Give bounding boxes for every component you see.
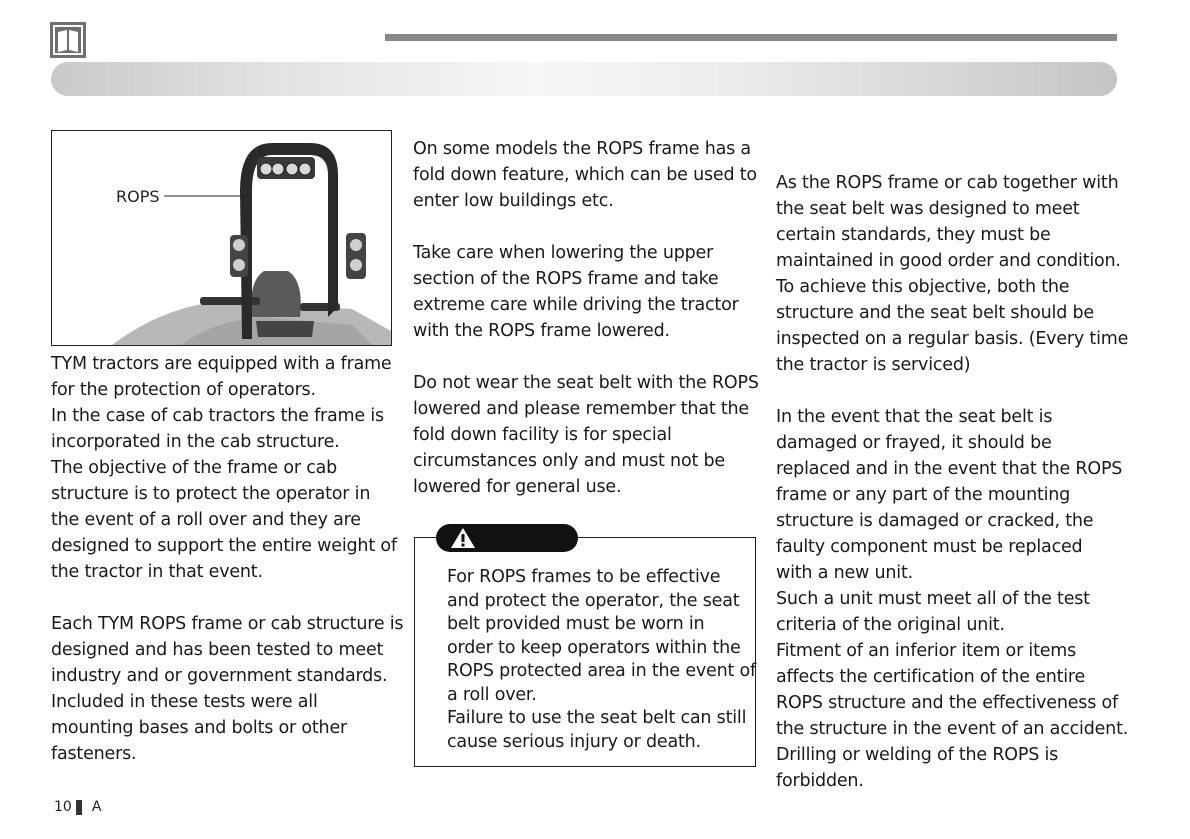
text-line: To achieve this objective, both the (776, 277, 1070, 297)
text-line: the event of a roll over and they are (51, 510, 361, 530)
column-3 (776, 170, 1129, 794)
page-footer (54, 799, 101, 815)
paragraph (776, 404, 1129, 794)
text-line: ROPS protected area in the event of (447, 661, 756, 681)
text-line: circumstances only and must not be (413, 451, 725, 471)
text-line: industry and or government standards. (51, 666, 388, 686)
rops-label: ROPS (116, 187, 160, 206)
text-line: replaced and in the event that the ROPS (776, 459, 1123, 479)
text-line: incorporated in the cab structure. (51, 432, 340, 452)
paragraph (776, 170, 1129, 378)
text-line: the tractor is serviced) (776, 355, 971, 375)
text-line: In the event that the seat belt is (776, 407, 1053, 427)
text-line: Do not wear the seat belt with the ROPS (413, 373, 759, 393)
tractor-rops-photo (52, 131, 391, 345)
text-line: with the ROPS frame lowered. (413, 321, 670, 341)
paragraph (51, 611, 404, 767)
text-line: forbidden. (776, 771, 864, 791)
text-line: In the case of cab tractors the frame is (51, 406, 384, 426)
text-line: The objective of the frame or cab (51, 458, 338, 478)
text-line: As the ROPS frame or cab together with (776, 173, 1119, 193)
text-line: belt provided must be worn in (447, 614, 705, 634)
text-line: frame or any part of the mounting (776, 485, 1071, 505)
warning-header (436, 524, 578, 552)
text-line: and protect the operator, the seat (447, 590, 740, 611)
text-line: criteria of the original unit. (776, 615, 1005, 635)
text-line: faulty component must be replaced (776, 537, 1083, 557)
text-line: enter low buildings etc. (413, 191, 614, 211)
warning-text (447, 566, 757, 754)
header-band (51, 62, 1117, 96)
text-line: Fitment of an inferior item or items (776, 641, 1077, 661)
text-line: affects the certification of the entire (776, 667, 1086, 687)
text-line: mounting bases and bolts or other (51, 718, 348, 738)
text-line: Included in these tests were all (51, 692, 318, 712)
text-line: the structure in the event of an accident. (776, 719, 1129, 739)
text-line: designed to support the entire weight of (51, 536, 397, 556)
tractor-rops-figure (51, 130, 392, 346)
text-line: section of the ROPS frame and take (413, 269, 719, 289)
text-line: fold down feature, which can be used to (413, 165, 757, 185)
text-line: cause serious injury or death. (447, 731, 701, 752)
text-line: On some models the ROPS frame has a (413, 139, 751, 159)
text-line: a roll over. (447, 684, 537, 705)
paragraph (51, 351, 396, 585)
text-line: Failure to use the seat belt can still (447, 708, 747, 728)
text-line: structure is to protect the operator in (51, 484, 371, 504)
text-line: Such a unit must meet all of the test (776, 589, 1090, 609)
header-rule (385, 34, 1117, 41)
paragraph (413, 136, 758, 214)
text-line: fold down facility is for special (413, 425, 672, 445)
paragraph (413, 240, 758, 344)
paragraph (413, 370, 758, 500)
text-line: Each TYM ROPS frame or cab structure is (51, 614, 404, 634)
column-1 (51, 351, 404, 767)
column-2 (413, 136, 758, 500)
page-number: 10 (54, 799, 72, 815)
text-line: fasteners. (51, 744, 137, 764)
text-line: order to keep operators within the (447, 637, 741, 658)
text-line: designed and has been tested to meet (51, 640, 384, 660)
text-line: For ROPS frames to be effective (447, 567, 721, 587)
text-line: ROPS structure and the effectiveness of (776, 693, 1118, 713)
text-line: certain standards, they must be (776, 225, 1051, 245)
text-line: lowered for general use. (413, 477, 622, 497)
text-line: structure is damaged or cracked, the (776, 511, 1094, 531)
text-line: inspected on a regular basis. (Every time (776, 329, 1129, 349)
text-line: extreme care while driving the tractor (413, 295, 739, 315)
text-line: maintained in good order and condition. (776, 251, 1121, 271)
text-line: Take care when lowering the upper (413, 243, 714, 263)
section-letter: A (91, 799, 102, 815)
text-line: damaged or frayed, it should be (776, 433, 1052, 453)
footer-divider (76, 800, 82, 815)
text-line: lowered and please remember that the (413, 399, 749, 419)
text-line: TYM tractors are equipped with a frame (51, 354, 392, 374)
text-line: the tractor in that event. (51, 562, 263, 582)
text-line: with a new unit. (776, 563, 913, 583)
text-line: structure and the seat belt should be (776, 303, 1094, 323)
warning-triangle-icon (450, 527, 476, 549)
book-icon (50, 22, 86, 58)
text-line: the seat belt was designed to meet (776, 199, 1080, 219)
text-line: for the protection of operators. (51, 380, 316, 400)
text-line: Drilling or welding of the ROPS is (776, 745, 1059, 765)
